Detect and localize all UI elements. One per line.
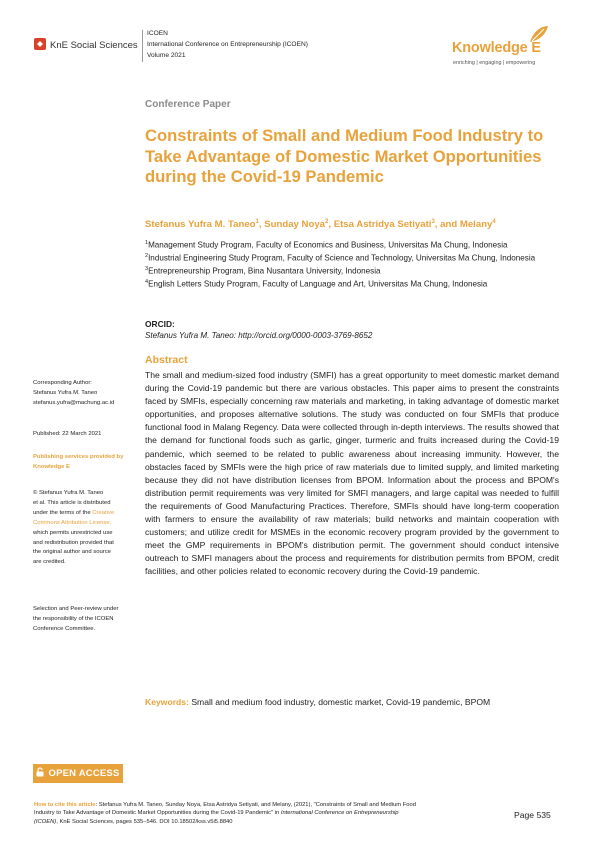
review-line: the responsibility of the ICOEN	[33, 615, 114, 622]
peer-review-note	[33, 605, 139, 635]
license-line: © Stefanus Yufra M. Taneo	[33, 490, 104, 496]
affiliation-sup: 3	[145, 265, 149, 272]
cite-line	[34, 818, 504, 826]
publisher-name: KnE Social Sciences	[50, 40, 138, 51]
affiliation-text: Entrepreneurship Program, Bina Nusantara University, Indonesia	[148, 266, 381, 276]
affiliation-text: Management Study Program, Faculty of Economics and Business, Universitas Ma Chung, Indonesia	[148, 240, 508, 250]
orcid-link[interactable]: Stefanus Yufra M. Taneo: http://orcid.org/0000-0003-3769-8652	[145, 331, 373, 340]
journal-full: International Conference on Entrepreneurship (ICOEN)	[147, 41, 308, 48]
keywords-label: Keywords:	[145, 697, 189, 707]
howto-label: How to cite this article	[34, 802, 96, 808]
publishing-line: Publishing services provided by	[33, 454, 124, 460]
article-type: Conference Paper	[145, 99, 231, 110]
journal-short: ICOEN	[147, 30, 168, 37]
author-sep: ,	[328, 219, 334, 231]
article-title: Constraints of Small and Medium Food Industry to Take Advantage of Domestic Market Opportunities during the Covid-19 Pandemic	[145, 126, 544, 186]
affiliation	[145, 264, 559, 277]
author-sep: , and	[434, 219, 460, 231]
journal-volume: Volume 2021	[147, 52, 186, 59]
review-line: Conference Committee.	[33, 625, 96, 632]
cite-line	[34, 809, 504, 817]
cite-venue-abbr: (ICOEN)	[34, 818, 57, 825]
publishing-line: Knowledge E	[33, 463, 70, 470]
author-sep: ,	[258, 219, 265, 231]
cite-text: : Stefanus Yufra M. Taneo, Sunday Noya, Etsa Astridya Setiyati, and Melany, (2021), "Constraints of Small and Medium Food	[95, 802, 416, 808]
author-list	[145, 219, 565, 230]
abstract-heading: Abstract	[145, 354, 188, 366]
author-sup: 3	[431, 219, 435, 225]
affiliation-list	[145, 238, 559, 290]
license-line: et al. This article is distributed	[33, 499, 111, 506]
brand-logo: Knowledge E	[452, 40, 541, 56]
publishing-services	[33, 453, 139, 473]
affiliation	[145, 277, 559, 290]
author-sup: 4	[492, 219, 496, 225]
page-number: Page 535	[514, 810, 551, 820]
cite-venue: International Conference on Entrepreneurship	[280, 810, 399, 817]
orcid-label: ORCID:	[145, 319, 175, 329]
kne-logo-icon	[34, 38, 46, 50]
corresponding-email[interactable]: stefanus.yufra@machung.ac.id	[33, 399, 115, 406]
author-name: Etsa Astridya Setiyati	[333, 219, 432, 231]
license-line	[33, 509, 139, 519]
open-access-label: OPEN ACCESS	[48, 768, 120, 779]
affiliation-sup: 4	[145, 278, 149, 285]
license-line: which permits unrestricted use	[33, 529, 113, 536]
author-name: Sunday Noya	[264, 219, 325, 231]
license-line: and redistribution provided that	[33, 539, 114, 546]
open-access-badge	[33, 764, 123, 783]
affiliation-text: English Letters Study Program, Faculty of Language and Art, Universitas Ma Chung, Indonesia	[148, 279, 488, 289]
corresponding-author	[33, 379, 139, 409]
affiliation	[145, 238, 559, 251]
header-divider	[142, 30, 143, 62]
cite-line	[34, 801, 504, 809]
author-name: Melany	[459, 219, 493, 231]
published-date: Published: 22 March 2021	[33, 431, 102, 437]
license-link[interactable]: Commons Attribution License,	[33, 519, 112, 526]
corresponding-name: Stefanus Yufra M. Taneo	[33, 389, 98, 396]
license-line: the original author and source	[33, 549, 111, 556]
affiliation-text: Industrial Engineering Study Program, Faculty of Science and Technology, Universitas Ma Chung, Indonesia	[148, 253, 536, 263]
keywords-text: Small and medium food industry, domestic market, Covid-19 pandemic, BPOM	[191, 697, 491, 707]
corresponding-label: Corresponding Author:	[33, 380, 92, 386]
affiliation	[145, 251, 559, 264]
cite-text: Industry to Take Advantage of Domestic Market Opportunities during the Covid-19 Pandemic" in	[34, 810, 281, 817]
author-sup: 1	[255, 219, 259, 225]
affiliation-sup: 1	[145, 240, 149, 246]
citation-footer	[34, 801, 504, 826]
cite-text: , KnE Social Sciences, pages 535–546. DOI 10.18502/kss.v5i5.8840	[56, 818, 233, 825]
keywords	[145, 696, 559, 709]
license-text: under the terms of the	[33, 509, 91, 516]
author-sup: 2	[325, 219, 329, 225]
creative-link[interactable]: Creative	[92, 509, 115, 516]
brand-tagline: enriching | engaging | empowering	[453, 60, 536, 66]
license-block	[33, 489, 139, 568]
author-name: Stefanus Yufra M. Taneo	[145, 219, 256, 231]
review-line: Selection and Peer-review under	[33, 606, 119, 612]
affiliation-sup: 2	[145, 252, 149, 259]
abstract-text: The small and medium-sized food industry (SMFI) has a great opportunity to meet domestic market demand during the Covid-19 pandemic but there are various obstacles. This paper aims to present the constraints faced by SMFIs, especially concerning raw materials and marketing, in taking advantage of domestic market opportunities, and proposes alternative solutions. The study was conducted on four SMFIs that produce functional food in Malang Regency. Data were collected through in-depth interviews. The results showed that the demand for functional foods such as garlic, ginger, turmeric and fruits increased during the Covid-19 pandemic, which seemed to be related to public awareness about increasing immunity. However, the obstacles faced by SMFIs were the high price of raw materials due to limited supply, and limited marketing because they did not have distribution licenses from BPOM. Information about the process and BPOM's distribution permit requirements was very limited for SMFI managers, and large capital was needed to fulfill the requirements of Good Manufacturing Practices. Therefore, SMFIs should have long-term cooperation with farmers to ensure the availability of raw materials; build networks and maintain cooperation with customers; and utilize credit for MSMEs in the economic recovery program provided by the government to meet the GMP requirements in BPOM's distribution permit. The government should conduct intensive outreach to SMFI managers about the process and requirements for distribution permits from BPOM, credit facilities, and other policies related to economic recovery during the Covid-19 pandemic.	[145, 370, 559, 577]
license-line: are credited.	[33, 559, 66, 566]
open-lock-icon	[36, 767, 44, 780]
